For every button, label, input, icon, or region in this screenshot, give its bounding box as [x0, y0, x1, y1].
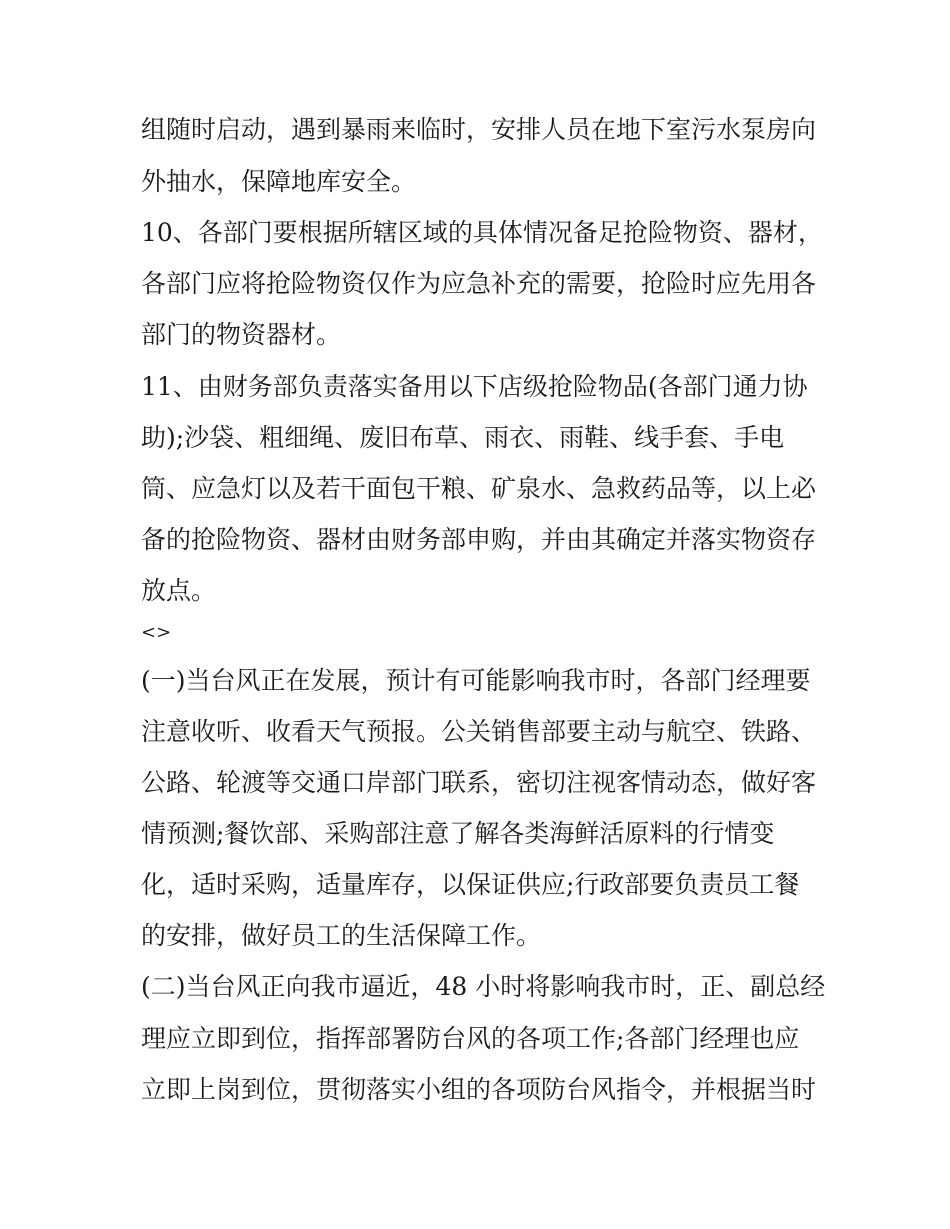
text-line: 放点。	[141, 576, 217, 605]
text-line: 各部门应将抢险物资仅作为应急补充的需要，抢险时应先用各	[141, 269, 817, 298]
text-line: 情预测;餐饮部、采购部注意了解各类海鲜活原料的行情变	[141, 819, 775, 848]
text-line: 注意收听、收看天气预报。公关销售部要主动与航空、铁路、	[141, 717, 817, 746]
text-line: 11、由财务部负责落实备用以下店级抢险物品(各部门通力协	[141, 372, 808, 401]
text-line: 10、各部门要根据所辖区域的具体情况备足抢险物资、器材，	[141, 218, 823, 247]
text-line: 组随时启动，遇到暴雨来临时，安排人员在地下室污水泵房向	[141, 115, 817, 144]
text-line: (一)当台风正在发展，预计有可能影响我市时，各部门经理要	[141, 666, 811, 695]
text-line: 筒、应急灯以及若干面包干粮、矿泉水、急救药品等，以上必	[141, 474, 817, 503]
text-line: 外抽水，保障地库安全。	[141, 167, 417, 196]
text-line: <>	[141, 622, 172, 643]
text-line: (二)当台风正向我市逼近，48 小时将影响我市时，正、副总经	[141, 972, 826, 1001]
text-line: 的安排，做好员工的生活保障工作。	[141, 921, 542, 950]
text-line: 立即上岗到位，贯彻落实小组的各项防台风指令，并根据当时	[141, 1075, 817, 1104]
text-line: 部门的物资器材。	[141, 320, 342, 349]
text-line: 理应立即到位，指挥部署防台风的各项工作;各部门经理也应	[141, 1024, 800, 1053]
text-line: 公路、轮渡等交通口岸部门联系，密切注视客情动态，做好客	[141, 768, 817, 797]
text-line: 备的抢险物资、器材由财务部申购，并由其确定并落实物资存	[141, 525, 817, 554]
text-line: 化，适时采购，适量库存，以保证供应;行政部要负责员工餐	[141, 870, 800, 899]
text-line: 助);沙袋、粗细绳、废旧布草、雨衣、雨鞋、线手套、手电	[141, 423, 785, 452]
